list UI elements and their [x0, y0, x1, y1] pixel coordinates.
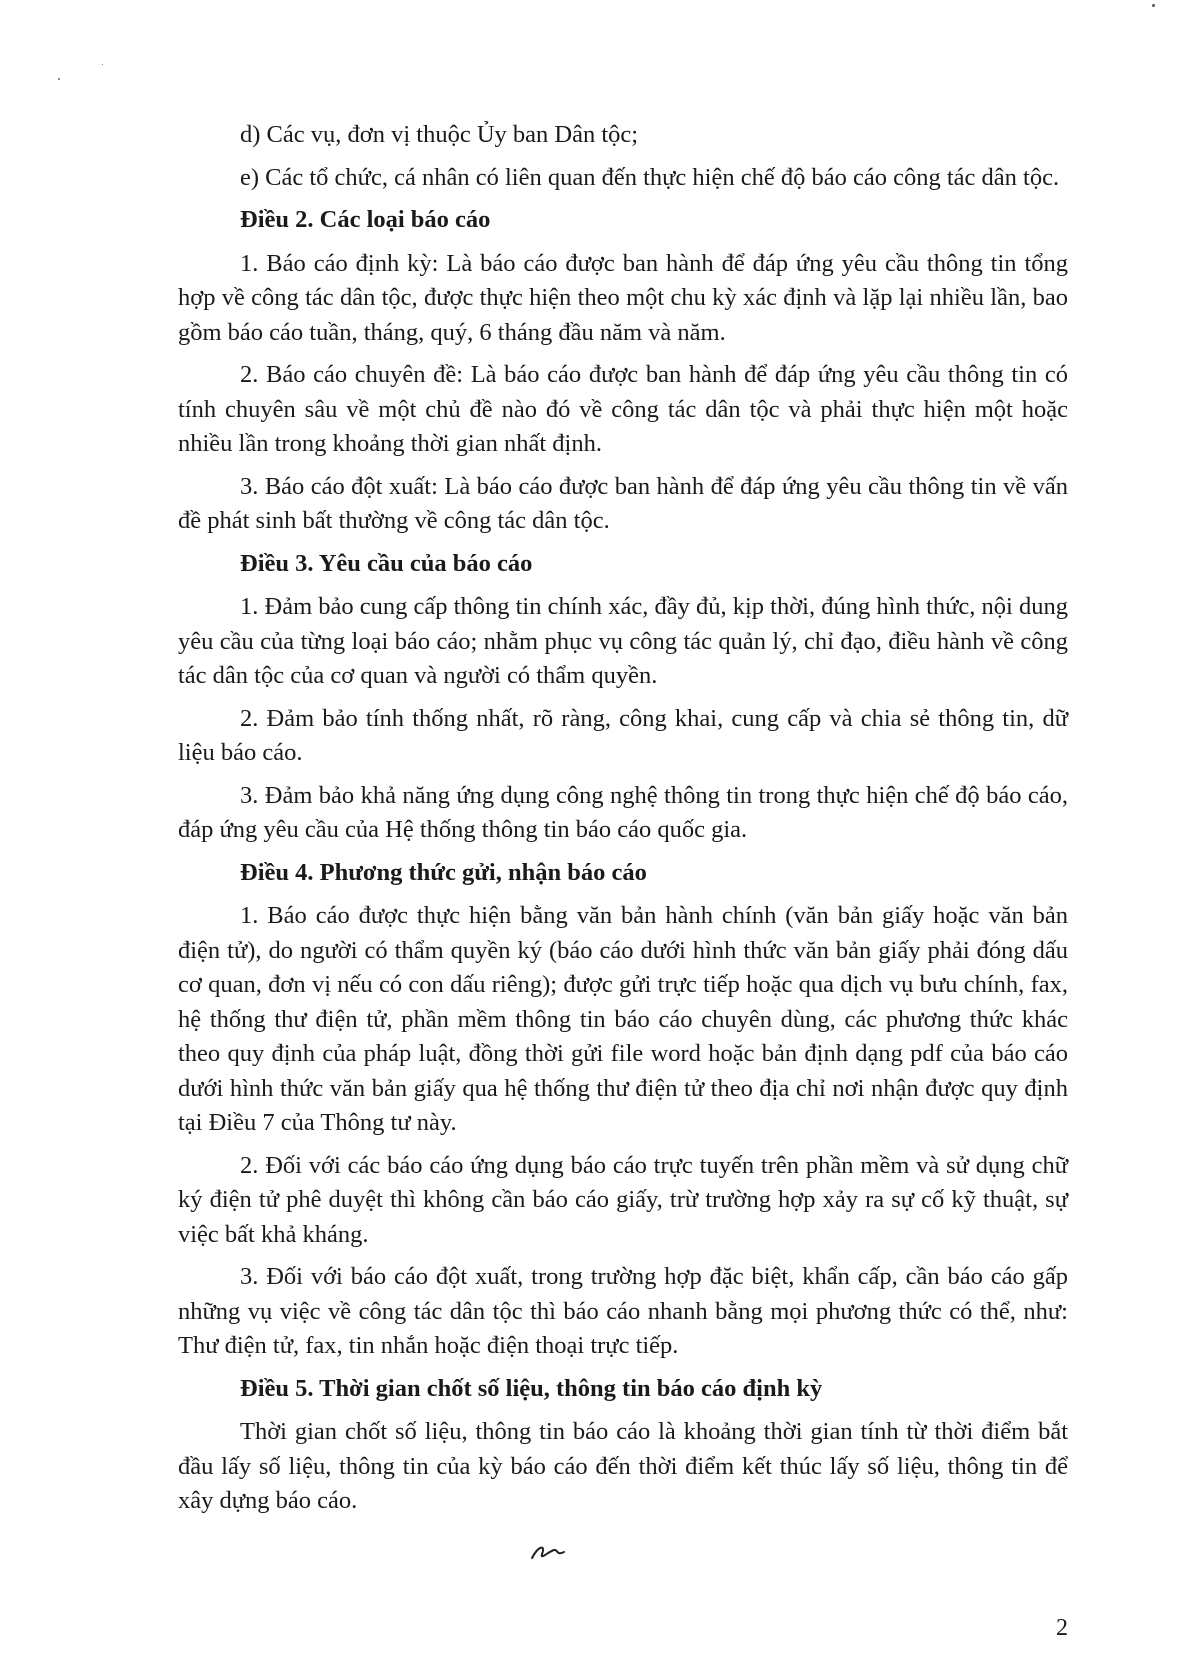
paragraph: 1. Báo cáo định kỳ: Là báo cáo được ban hành để đáp ứng yêu cầu thông tin tổng hợp về công tác dân tộc, được thực hiện theo một chu kỳ xác định và lặp lại nhiều lần, bao gồm báo cáo tuần, tháng, quý, 6 tháng đầu năm và năm. [178, 249, 1068, 346]
article-heading: Điều 5. Thời gian chốt số liệu, thông tin báo cáo định kỳ [240, 1374, 823, 1402]
paragraph: d) Các vụ, đơn vị thuộc Ủy ban Dân tộc; [240, 121, 639, 148]
paragraph: 3. Đối với báo cáo đột xuất, trong trường hợp đặc biệt, khẩn cấp, cần báo cáo gấp những vụ việc về công tác dân tộc thì báo cáo nhanh bằng mọi phương thức có thể, như: Thư điện tử, fax, tin nhắn hoặc điện thoại trực tiếp. [178, 1263, 1068, 1359]
scan-speck [102, 64, 103, 65]
scan-speck [1152, 4, 1155, 7]
scan-speck [58, 78, 60, 80]
paragraph: 3. Đảm bảo khả năng ứng dụng công nghệ thông tin trong thực hiện chế độ báo cáo, đáp ứng yêu cầu của Hệ thống thông tin báo cáo quốc gia. [178, 781, 1068, 843]
paragraph: 2. Đảm bảo tính thống nhất, rõ ràng, công khai, cung cấp và chia sẻ thông tin, dữ liệu báo cáo. [178, 704, 1068, 766]
page-number: 2 [1056, 1615, 1068, 1641]
paragraph: 3. Báo cáo đột xuất: Là báo cáo được ban hành để đáp ứng yêu cầu thông tin về vấn đề phát sinh bất thường về công tác dân tộc. [178, 472, 1068, 534]
article-heading: Điều 3. Yêu cầu của báo cáo [240, 549, 533, 577]
paragraph: 1. Báo cáo được thực hiện bằng văn bản hành chính (văn bản giấy hoặc văn bản điện tử), do người có thẩm quyền ký (báo cáo dưới hình thức văn bản giấy phải đóng dấu cơ quan, đơn vị nếu có con dấu riêng); được gửi trực tiếp hoặc qua dịch vụ bưu chính, fax, hệ thống thư điện tử, phần mềm thông tin báo cáo chuyên dùng, các phương thức khác theo quy định của pháp luật, đồng thời gửi file word hoặc bản định dạng pdf của báo cáo dưới hình thức văn bản giấy qua hệ thống thư điện tử theo địa chỉ nơi nhận được quy định tại Điều 7 của Thông tư này. [178, 902, 1068, 1136]
paragraph: 2. Đối với các báo cáo ứng dụng báo cáo trực tuyến trên phần mềm và sử dụng chữ ký điện tử phê duyệt thì không cần báo cáo giấy, trừ trường hợp xảy ra sự cố kỹ thuật, sự việc bất khả kháng. [178, 1151, 1068, 1248]
document-body [178, 118, 1068, 1519]
initial-mark [528, 1542, 568, 1564]
article-heading: Điều 4. Phương thức gửi, nhận báo cáo [240, 858, 647, 886]
article-heading: Điều 2. Các loại báo cáo [240, 206, 491, 233]
paragraph: e) Các tổ chức, cá nhân có liên quan đến thực hiện chế độ báo cáo công tác dân tộc. [240, 163, 1060, 191]
paragraph: Thời gian chốt số liệu, thông tin báo cáo là khoảng thời gian tính từ thời điểm bắt đầu lấy số liệu, thông tin của kỳ báo cáo đến thời điểm kết thúc lấy số liệu, thông tin để xây dựng báo cáo. [178, 1418, 1068, 1514]
paragraph: 1. Đảm bảo cung cấp thông tin chính xác, đầy đủ, kịp thời, đúng hình thức, nội dung yêu cầu của từng loại báo cáo; nhằm phục vụ công tác quản lý, chỉ đạo, điều hành về công tác dân tộc của cơ quan và người có thẩm quyền. [178, 593, 1068, 689]
paragraph: 2. Báo cáo chuyên đề: Là báo cáo được ban hành để đáp ứng yêu cầu thông tin có tính chuyên sâu về một chủ đề nào đó về công tác dân tộc và phải thực hiện một hoặc nhiều lần trong khoảng thời gian nhất định. [178, 361, 1068, 457]
